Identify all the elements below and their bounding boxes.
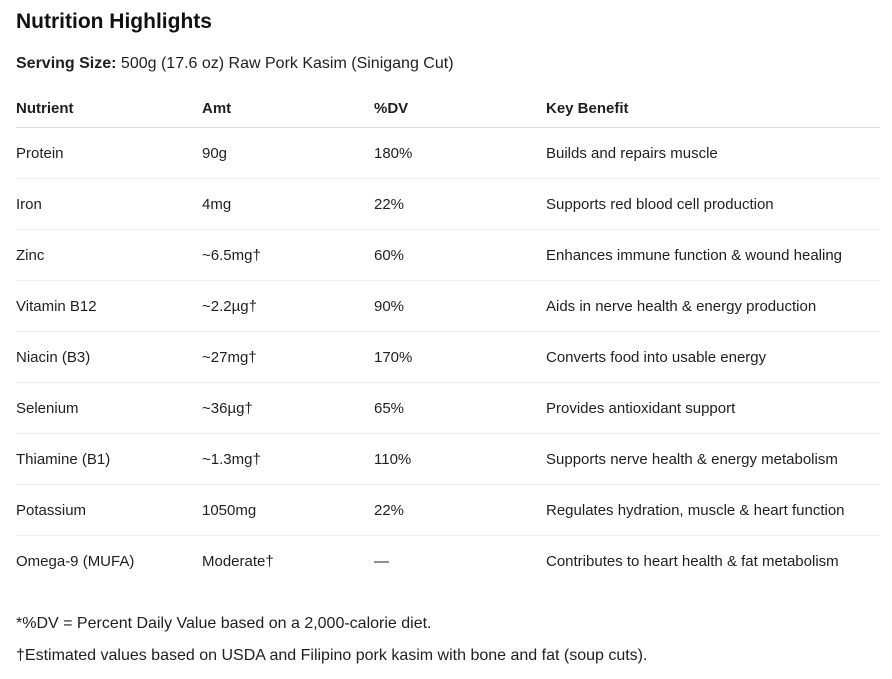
cell-nutrient: Protein [16,128,202,179]
cell-benefit: Enhances immune function & wound healing [546,230,880,281]
cell-nutrient: Niacin (B3) [16,332,202,383]
column-header-amt: Amt [202,90,374,128]
table-row [16,281,880,332]
footnote-estimate: †Estimated values based on USDA and Filipino pork kasim with bone and fat (soup cuts). [16,647,648,664]
table-row [16,230,880,281]
cell-benefit: Aids in nerve health & energy production [546,281,880,332]
cell-dv: 170% [374,332,546,383]
table-row [16,128,880,179]
cell-nutrient: Zinc [16,230,202,281]
column-header-nutrient: Nutrient [16,90,202,128]
cell-nutrient: Iron [16,179,202,230]
column-header-dv: %DV [374,90,546,128]
page-title: Nutrition Highlights [16,10,212,33]
cell-amt: ~1.3mg† [202,434,374,485]
cell-nutrient: Vitamin B12 [16,281,202,332]
cell-nutrient: Potassium [16,485,202,536]
cell-benefit: Regulates hydration, muscle & heart function [546,485,880,536]
serving-size-label: Serving Size: [16,55,117,72]
footnotes [16,608,880,672]
table-row [16,434,880,485]
column-header-benefit: Key Benefit [546,90,880,128]
footnote-dv: *%DV = Percent Daily Value based on a 2,000-calorie diet. [16,615,432,632]
cell-dv: 22% [374,485,546,536]
table-row [16,179,880,230]
cell-amt: Moderate† [202,552,274,570]
cell-amt: ~2.2µg† [202,281,374,332]
table-row [16,485,880,536]
cell-amt: ~36µg† [202,383,374,434]
cell-amt: ~6.5mg† [202,230,374,281]
cell-benefit: Supports nerve health & energy metabolism [546,434,880,485]
cell-benefit: Converts food into usable energy [546,332,880,383]
cell-amt: 90g [202,128,374,179]
cell-benefit: Provides antioxidant support [546,383,880,434]
serving-size [16,53,880,75]
cell-dv: 22% [374,179,546,230]
table-row [16,332,880,383]
table-row [16,383,880,434]
cell-nutrient: Selenium [16,383,202,434]
cell-dv: 65% [374,383,546,434]
cell-benefit: Builds and repairs muscle [546,128,880,179]
cell-benefit: Contributes to heart health & fat metabolism [546,552,839,570]
cell-dv: 90% [374,281,546,332]
cell-dv: 180% [374,128,546,179]
table-row [16,536,880,587]
nutrition-table [16,90,880,586]
cell-amt: ~27mg† [202,332,374,383]
cell-nutrient: Omega-9 (MUFA) [16,552,135,570]
cell-dv: 110% [374,434,546,485]
cell-dv: — [374,552,389,570]
cell-benefit: Supports red blood cell production [546,179,880,230]
cell-amt: 1050mg [202,485,374,536]
table-header-row [16,90,880,128]
serving-size-value: 500g (17.6 oz) Raw Pork Kasim (Sinigang Cut) [116,55,454,72]
cell-nutrient: Thiamine (B1) [16,434,202,485]
cell-dv: 60% [374,230,546,281]
cell-amt: 4mg [202,179,374,230]
